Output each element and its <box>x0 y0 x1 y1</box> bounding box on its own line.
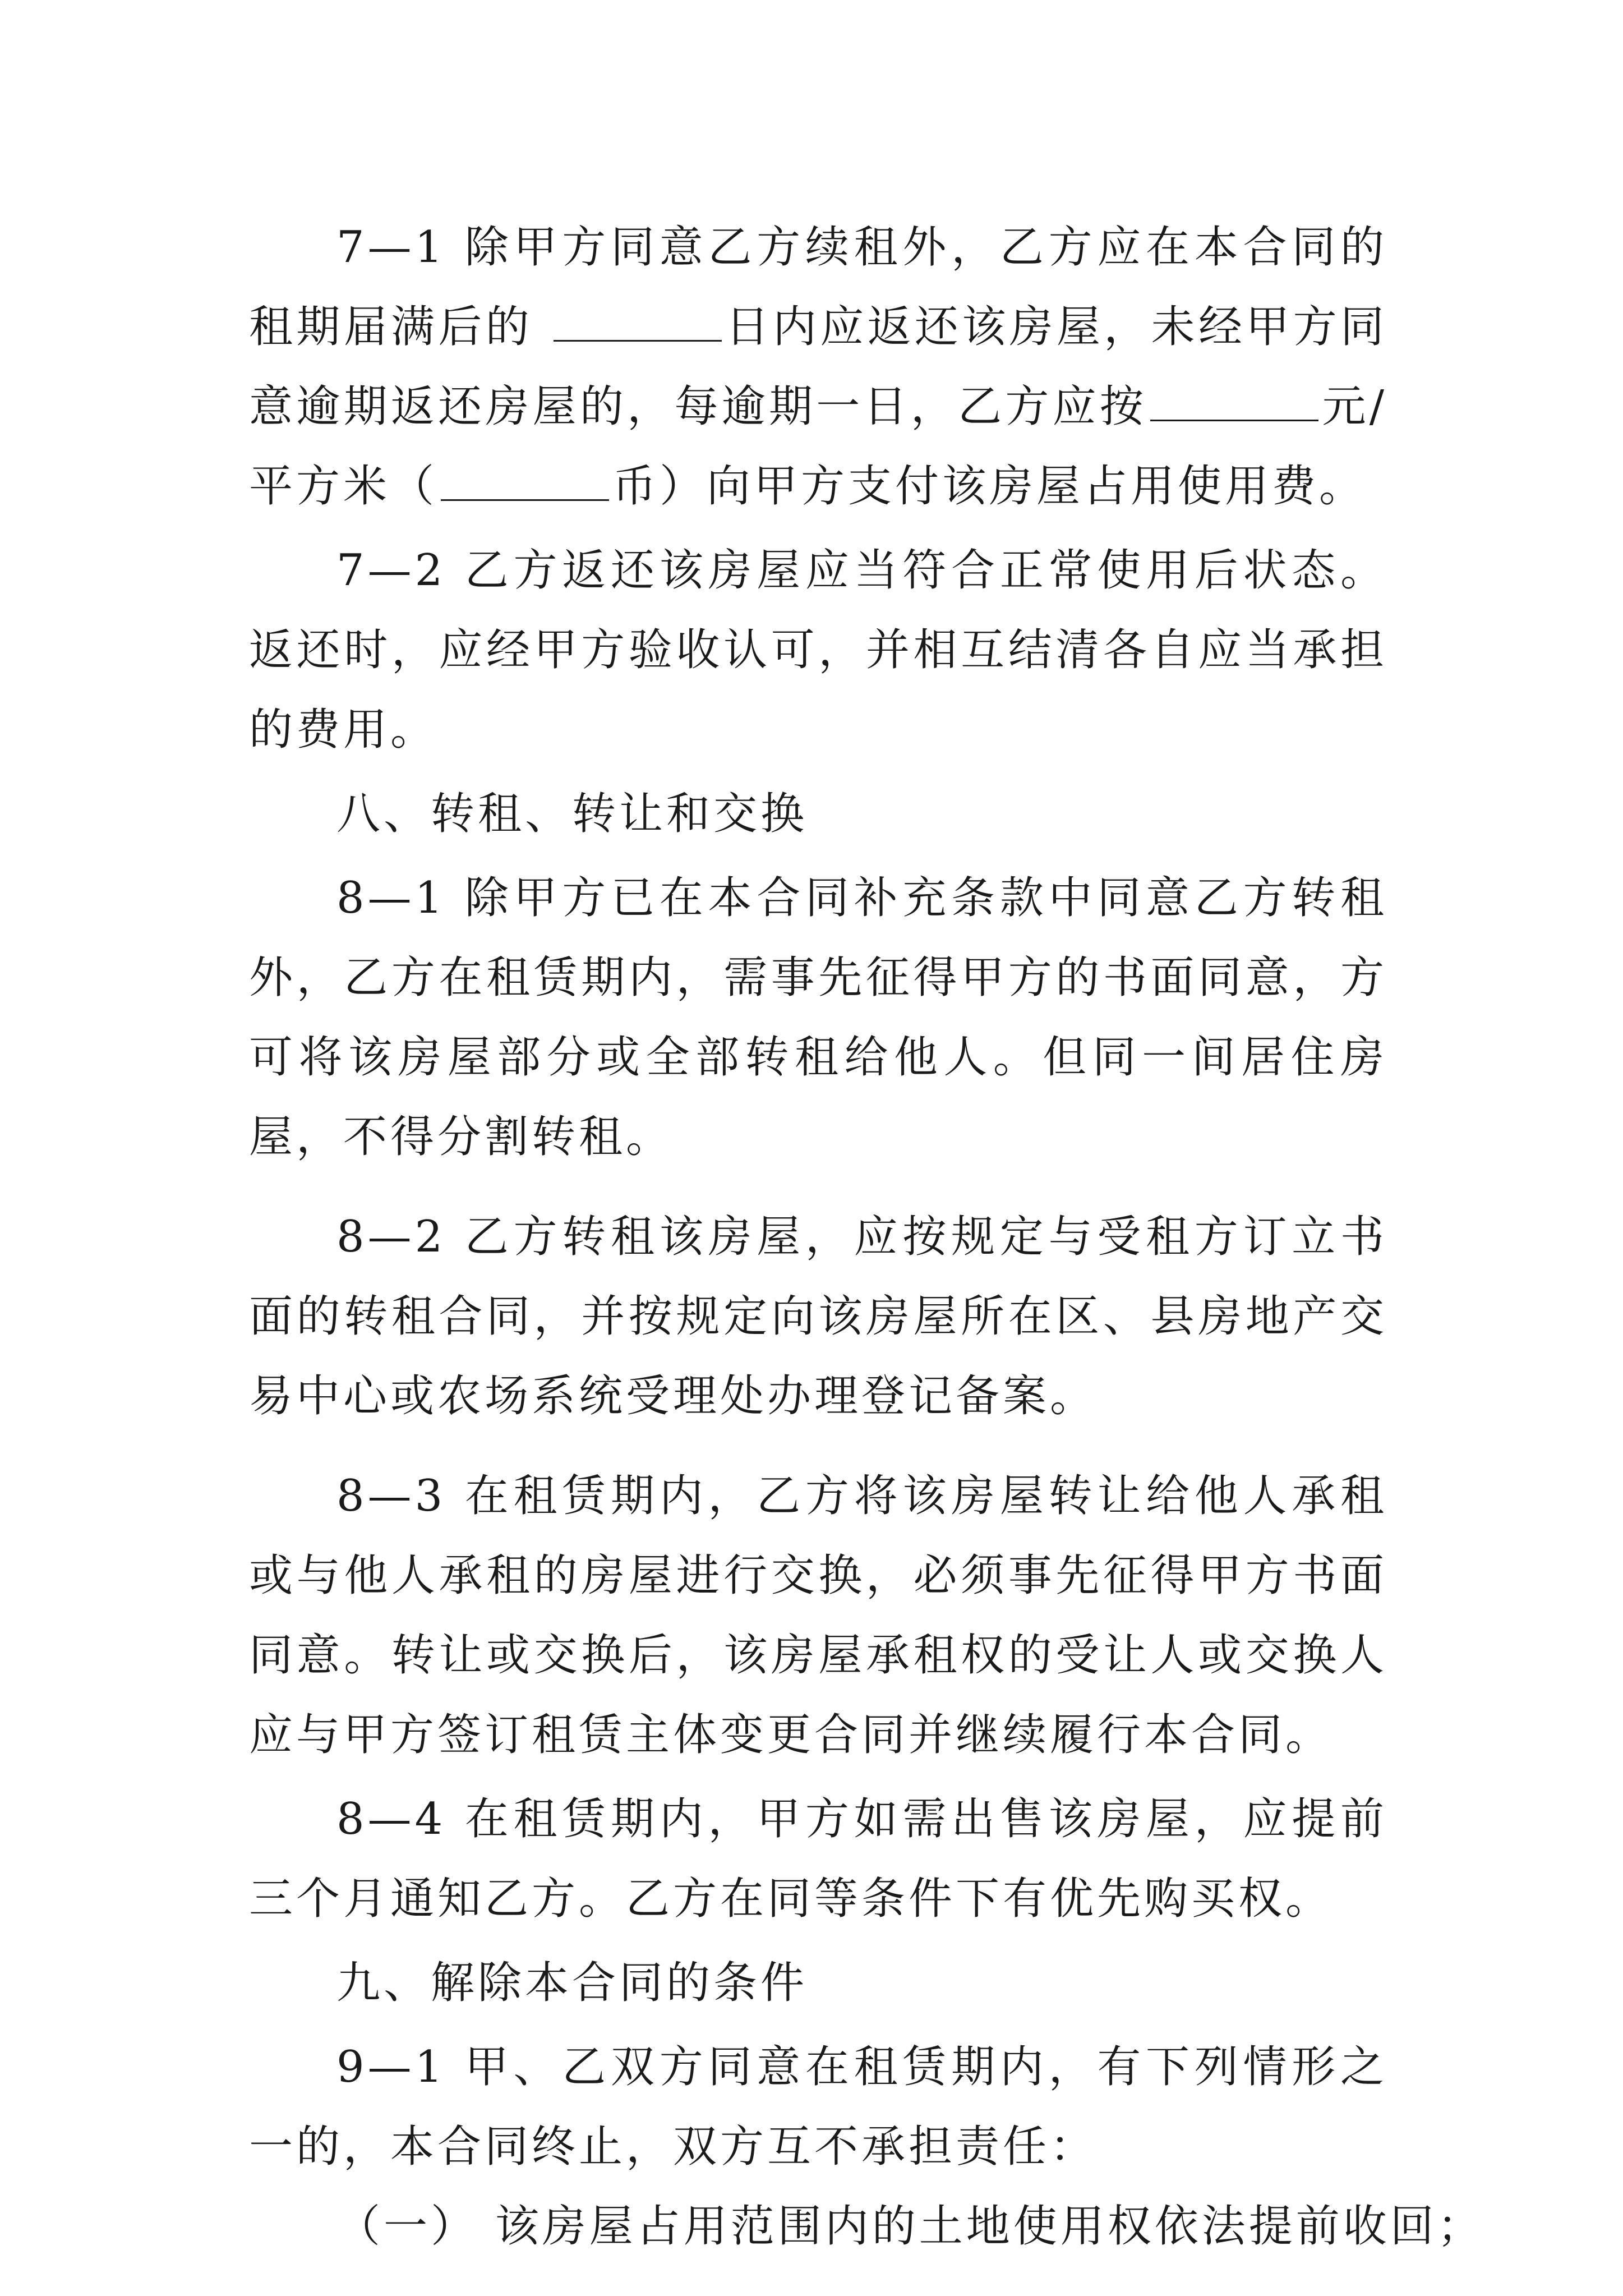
clause-9-1: 9—1 甲、乙双方同意在租赁期内，有下列情形之一的，本合同终止，双方互不承担责任： <box>249 2042 1387 2172</box>
section-heading-9: 九、解除本合同的条件 <box>336 1958 808 2008</box>
clause-7-1-text-b: 日内应返还该房屋，未经甲方同意逾期返还房屋的，每逾期一日，乙方应按 <box>249 302 1387 432</box>
clause-7-1-text-d: 币）向甲方支付该房屋占用使用费。 <box>612 461 1367 512</box>
blank-fee-field <box>1150 380 1318 421</box>
clause-8-1: 8—1 除甲方已在本合同补充条款中同意乙方转租外，乙方在租赁期内，需事先征得甲方的书面同意，方可将该房屋部分或全部转租给他人。但同一间居住房屋，不得分割转租。 <box>249 873 1387 1162</box>
document-body <box>249 208 1484 2266</box>
clause-7-1-text-a: 7—1 除甲方同意乙方续租外，乙方应在本合同的租期届满后的 <box>249 222 1387 352</box>
clause-8-3: 8—3 在租赁期内，乙方将该房屋转让给他人承租或与他人承租的房屋进行交换，必须事先征得甲方书面同意。转让或交换后，该房屋承租权的受让人或交换人应与甲方签订租赁主体变更合同并继续履行本合同。 <box>249 1471 1387 1760</box>
clause-7-2: 7—2 乙方返还该房屋应当符合正常使用后状态。返还时，应经甲方验收认可，并相互结清各自应当承担的费用。 <box>249 545 1387 755</box>
clause-9-1-item-1: （一） 该房屋占用范围内的土地使用权依法提前收回； <box>336 2201 1484 2252</box>
section-heading-8: 八、转租、转让和交换 <box>336 789 808 839</box>
blank-days-field <box>554 301 722 342</box>
blank-currency-field <box>441 460 609 501</box>
clause-7-1 <box>249 208 1387 526</box>
clause-8-4: 8—4 在租赁期内，甲方如需出售该房屋，应提前三个月通知乙方。乙方在同等条件下有优先购买权。 <box>249 1794 1387 1924</box>
clause-8-2: 8—2 乙方转租该房屋，应按规定与受租方订立书面的转租合同，并按规定向该房屋所在区、县房地产交易中心或农场系统受理处办理登记备案。 <box>249 1212 1387 1421</box>
clause-7-1-text-c: 元/平方米（ <box>249 381 1387 512</box>
